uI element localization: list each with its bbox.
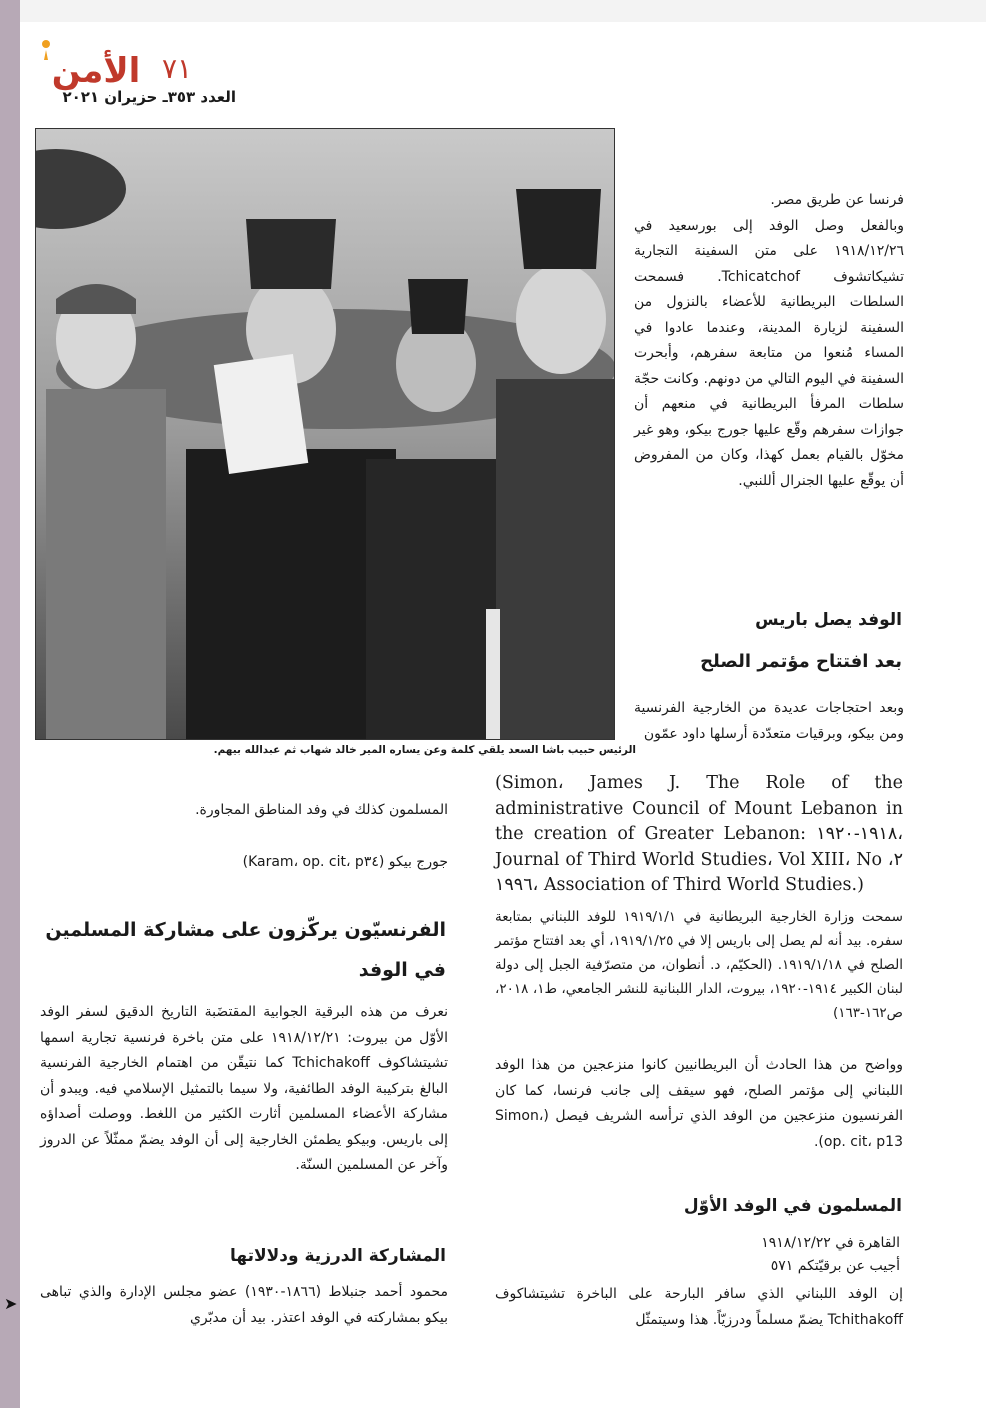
page-number: ٧١ xyxy=(162,52,193,85)
telegram-reply: أجيب عن برقيّتكم ٥٧١ xyxy=(770,1258,900,1274)
left-paragraph-3: نعرف من هذه البرقية الجوابية المقتضَبة التاريخ الدقيق لسفر الوفد الأوّل من بيروت: ١٩١٨/١٢/٢١ على متن باخرة فرنسية تجارية اسمها تشيتشاكوف Tchichakoff كما نتيقّن من اهتمام الخارجية الفرنسية البالغ بتركيبة الوفد الطائفية، ولا سيما بالتمثيل الإسلامي فيه. ويبدو أن مشاركة الأعضاء المسلمين أثارت الكثير من اللغط. ووصلت أصداؤه إلى باريس. وبيكو يطمئن الخارجية إلى أن الوفد يضمّ ممثّلاً عن الدروز وآخر عن المسلمين السنّة. xyxy=(40,1004,448,1173)
historical-photo xyxy=(35,128,615,740)
heading-french-focus-muslims: الفرنسيّون يركّزون على مشاركة المسلمين في الوفد xyxy=(45,919,446,981)
issue-label: العدد ٣٥٣ـ حزيران ٢٠٢١ xyxy=(62,88,236,106)
photo-caption: الرئيس حبيب باشا السعد يلقي كلمة وعن يساره المير خالد شهاب ثم عبدالله بيهم. xyxy=(213,744,636,756)
photo-illustration xyxy=(36,129,614,739)
top-frame xyxy=(0,0,986,22)
left-frame xyxy=(0,0,20,1408)
telegram-date: القاهرة في ١٩١٨/١٢/٢٢ xyxy=(761,1235,900,1251)
left-paragraph-2: جورج بيكو (Karam، op. cit، p٣٤) xyxy=(242,854,448,870)
footnote-text: سمحت وزارة الخارجية البريطانية في ١٩١٩/١/١ للوفد اللبناني بمتابعة سفره. بيد أنه لم يصل إلى باريس إلا في ١٩١٩/١/٢٥، أي بعد افتتاح مؤتمر الصلح في ١٩١٩/١/١٨. (الحكيّم، د. أنطوان، من متصرّفية الجبل إلى دولة لبنان الكبير ١٩١٤-١٩٢٠، بيروت، الدار اللبنانية للنشر الجامعي، ط١، ٢٠١٨، ص١٦٢-١٦٣) xyxy=(495,909,904,1021)
heading-delegation-arrives-paris: الوفد يصل باريس xyxy=(755,610,902,630)
right-paragraph-2: وبعد احتجاجات عديدة من الخارجية الفرنسية ومن بيكو، وبرقيات متعدّدة أرسلها داود عمّون xyxy=(634,700,904,742)
logo-text: الأمن xyxy=(51,51,141,91)
magazine-logo xyxy=(36,36,156,92)
heading-druze-participation: المشاركة الدرزية ودلالاتها xyxy=(229,1246,446,1266)
telegram-header xyxy=(600,1232,900,1278)
margin-arrow-icon: ➤ xyxy=(4,1294,18,1313)
right-paragraph-3: وواضح من هذا الحادث أن البريطانيين كانوا منزعجين من هذا الوفد اللبناني إلى مؤتمر الصلح، فهو سيقف إلى جانب فرنسا، كما كان الفرنسيون منزعجين من الوفد الذي ترأسه الشريف فيصل (Simon، op. cit، p13). xyxy=(495,1057,903,1150)
right-paragraph-4: إن الوفد اللبناني الذي سافر البارحة على الباخرة تشيتشاكوف Tchithakoff يضمّ مسلماً ودرزيّاً. هذا وسيتمثّل xyxy=(495,1286,903,1328)
left-paragraph-1: المسلمون كذلك في وفد المناطق المجاورة. xyxy=(195,802,448,818)
left-paragraph-4: محمود أحمد جنبلاط (١٨٦٦-١٩٣٠) عضو مجلس الإدارة والذي تباهى بيكو بمشاركته في الوفد اعتذر. بيد أن مدبّري xyxy=(40,1284,448,1326)
heading-muslims-first-delegation: المسلمون في الوفد الأوّل xyxy=(683,1196,902,1216)
reference-citation: (Simon، James J. The Role of the administrative Council of Mount Lebanon in the creation of Greater Lebanon: ١٩١٨-١٩٢٠، Journal of Third World Studies، Vol XIII، No ،٢ ١٩٩٦، Association of Third World Studies.) xyxy=(495,773,903,895)
right-paragraph-1: فرنسا عن طريق مصر. وبالفعل وصل الوفد إلى بورسعيد في ١٩١٨/١٢/٢٦ على متن السفينة التجارية تشيكاتشوف Tchicatchof. فسمحت السلطات البريطانية للأعضاء بالنزول من السفينة لزيارة المدينة، وعندما عادوا في المساء مُنعوا من متابعة سفرهم، وأبحرت السفينة في اليوم التالي من دونهم. وكانت حجّة سلطات المرفأ البريطانية في منعهم أن جوازات سفرهم وقّع عليها جورج بيكو، وهو غير مخوّل بالقيام بعمل كهذا، وكان من المفروض أن يوقّع عليها الجنرال أللنبي. xyxy=(634,192,904,489)
heading-after-peace-conference: بعد افتتاح مؤتمر الصلح xyxy=(700,651,902,672)
